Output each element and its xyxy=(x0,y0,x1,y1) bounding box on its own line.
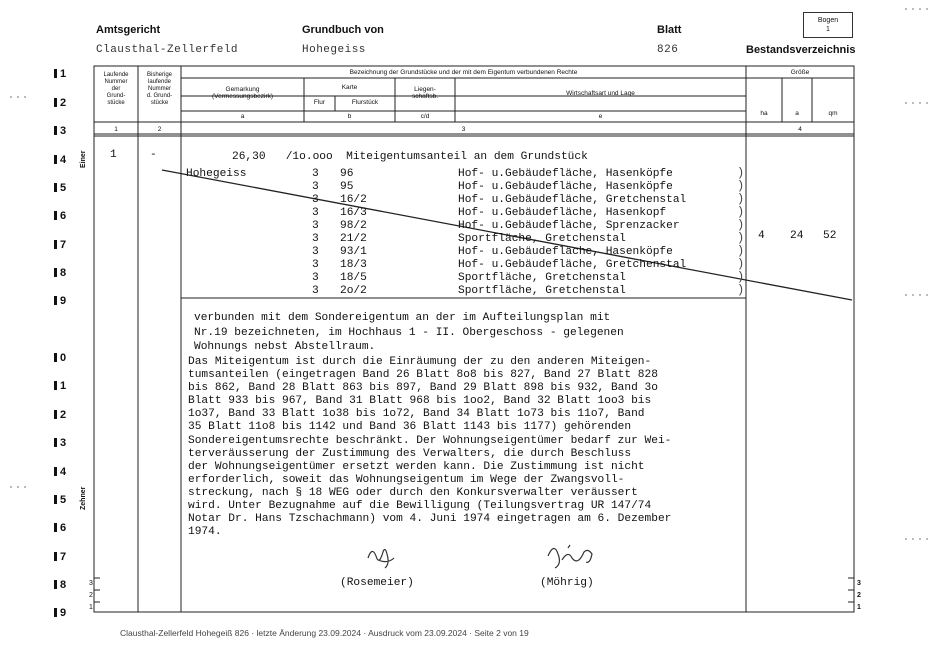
row-number: 9 xyxy=(54,607,66,619)
parcel-row: 3 16/2 Hof- u.Gebäudefläche, Gretchenstal xyxy=(312,194,687,206)
side-label-einer: Einer xyxy=(80,150,87,168)
col-karte: Karte xyxy=(341,84,358,91)
col-flur: Flur xyxy=(313,99,326,106)
row-number: 5 xyxy=(54,182,66,194)
parcel-list xyxy=(312,168,686,298)
bogen-label: Bogen xyxy=(817,17,839,24)
bestandsverzeichnis-title: Bestandsverzeichnis xyxy=(746,44,856,56)
parcel-row: 3 18/5 Sportfläche, Gretchenstal xyxy=(312,272,626,284)
col-wirtschaftsart: Wirtschaftsart und Lage xyxy=(566,90,635,97)
signature-left xyxy=(368,549,394,568)
col-groesse: Größe xyxy=(790,69,810,76)
num-3: 3 xyxy=(461,126,466,133)
entry-a: 24 xyxy=(790,230,804,242)
row-number: 4 xyxy=(54,154,66,166)
col-a: a xyxy=(795,110,799,117)
margin-numbers-right: 3 2 1 xyxy=(857,580,861,611)
row-number: 3 xyxy=(54,125,66,137)
parcel-row: 3 16/3 Hof- u.Gebäudefläche, Hasenkopf xyxy=(312,207,667,219)
entry-gemarkung: Hohegeiss xyxy=(186,168,247,180)
row-number: 1 xyxy=(54,380,66,392)
bogen-value: 1 xyxy=(826,26,830,33)
parcel-row: 3 98/2 Hof- u.Gebäudefläche, Sprenzacker xyxy=(312,220,680,232)
row-number: 8 xyxy=(54,267,66,279)
grundbuch-label: Grundbuch von xyxy=(302,24,384,36)
entry-bisher: - xyxy=(150,149,157,161)
row-number: 2 xyxy=(54,97,66,109)
entry-ha: 4 xyxy=(758,230,765,242)
row-number: 0 xyxy=(54,352,66,364)
signature-name-left: (Rosemeier) xyxy=(340,577,414,589)
parcel-brace: ) ) ) ) ) ) ) ) ) ) xyxy=(737,166,745,297)
entry-lfd: 1 xyxy=(110,149,117,161)
blatt-label: Blatt xyxy=(657,24,682,36)
row-number: 1 xyxy=(54,68,66,80)
margin-numbers-left: 3 2 1 xyxy=(89,580,93,611)
col-bisherige: Bisherige laufende Nummer d. Grund- stücke xyxy=(146,72,173,106)
text-block-1: verbunden mit dem Sondereigentum an der im Aufteilungsplan mit Nr.19 bezeichneten, im Hochhaus 1 - II. Obergeschoss - gelegenen Wohnungs nebst Abstellraum. xyxy=(194,312,624,353)
col-flurstueck: Flurstück xyxy=(351,99,379,106)
row-number: 4 xyxy=(54,466,66,478)
num-4: 4 xyxy=(798,126,802,133)
entry-share: 26,30 /1o.ooo Miteigentumsanteil an dem Grundstück xyxy=(232,151,588,163)
signature-name-right: (Möhrig) xyxy=(540,577,594,589)
col-lfd-nr: Laufende Nummer der Grund- stücke xyxy=(103,72,129,106)
row-number: 2 xyxy=(54,409,66,421)
parcel-row: 3 18/3 Hof- u.Gebäudefläche, Gretchenstal xyxy=(312,259,687,271)
page-footer: Clausthal-Zellerfeld Hohegeiß 826 · letzte Änderung 23.09.2024 · Ausdruck vom 23.09.2024 · Seite 2 von 19 xyxy=(120,628,529,638)
parcel-row: 3 21/2 Sportfläche, Gretchenstal xyxy=(312,233,626,245)
parcel-row: 3 95 Hof- u.Gebäudefläche, Hasenköpfe xyxy=(312,181,673,193)
row-number: 7 xyxy=(54,239,66,251)
parcel-row: 3 96 Hof- u.Gebäudefläche, Hasenköpfe xyxy=(312,168,673,180)
col-qm: qm xyxy=(828,110,838,117)
row-number: 7 xyxy=(54,551,66,563)
blatt-value: 826 xyxy=(657,44,679,56)
sub-b: b xyxy=(347,113,352,120)
parcel-row: 3 2o/2 Sportfläche, Gretchenstal xyxy=(312,285,626,297)
grundbuch-value: Hohegeiss xyxy=(302,44,366,56)
side-label-zehner: Zehner xyxy=(80,486,87,510)
col-gemarkung: Gemarkung (Vermessungsbezirk) xyxy=(211,86,274,100)
signature-right xyxy=(548,545,592,568)
row-number: 6 xyxy=(54,522,66,534)
sub-cd: c/d xyxy=(420,113,430,120)
text-block-2: Das Miteigentum ist durch die Einräumung der zu den anderen Miteigen- tumsanteilen (eingetragen Band 26 Blatt 8o8 bis 827, Band 27 Blatt 828 bis 862, Band 28 Blatt 863 bis 897, Band 29 Blatt 898 bis 932, Band 3o Blatt 933 bis 967, Band 31 Blatt 968 bis 1oo2, Band 32 Blatt 1oo3 bis 1o37, Band 33 Blatt 1o38 bis 1o72, Band 34 Blatt 1o73 bis 11o7, Band 35 Blatt 11o8 bis 1142 und Band 36 Blatt 1143 bis 1177) gehörenden Sondereigentumsrechte beschränkt. Der Wohnungseigentümer bedarf zur Wei- terveräusserung der Zustimmung des Verwalters, die durch Beschluss der Wohnungseigentümer ersetzt werden kann. Die Zustimmung ist nicht erforderlich, soweit das Wohnungseigentum im Wege der Zwangsvoll- streckung, nach § 18 WEG oder durch den Konkursverwalter veräussert wird. Unter Bezugnahme auf die Bewilligung (Teilungsvertrag UR 147/74 Notar Dr. Hans Tzschachmann) vom 4. Juni 1974 eingetragen am 6. Dezember 1974. xyxy=(188,356,672,539)
num-1: 1 xyxy=(114,126,118,133)
parcel-row: 3 93/1 Hof- u.Gebäudefläche, Hasenköpfe xyxy=(312,246,673,258)
entry-qm: 52 xyxy=(823,230,837,242)
num-2: 2 xyxy=(157,126,162,133)
row-number: 3 xyxy=(54,437,66,449)
row-number: 5 xyxy=(54,494,66,506)
col-bezeichnung: Bezeichnung der Grundstücke und der mit dem Eigentum verbundenen Rechte xyxy=(349,69,578,76)
row-number: 8 xyxy=(54,579,66,591)
sub-a: a xyxy=(240,113,245,120)
row-number: 6 xyxy=(54,210,66,222)
row-number: 9 xyxy=(54,295,66,307)
amtsgericht-label: Amtsgericht xyxy=(96,24,161,36)
sub-e: e xyxy=(598,113,603,120)
col-liegenschaftsb: Liegen- schaftsb. xyxy=(411,86,438,100)
col-ha: ha xyxy=(760,110,768,117)
amtsgericht-value: Clausthal-Zellerfeld xyxy=(96,44,239,56)
